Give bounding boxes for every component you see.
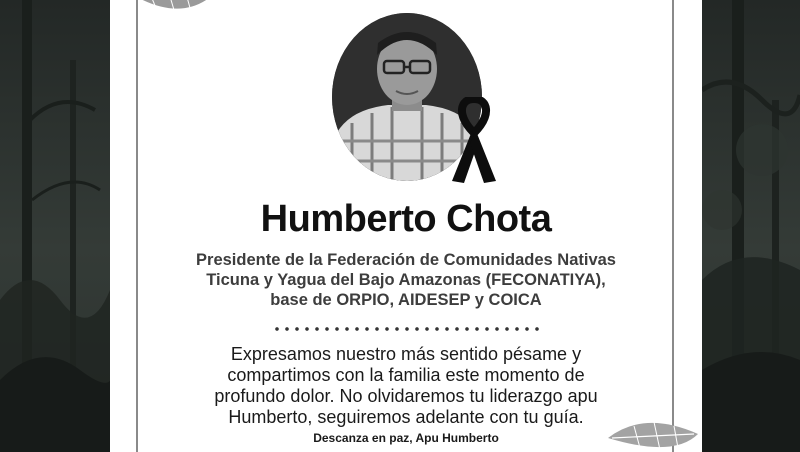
condolence-card	[110, 0, 702, 452]
person-name: Humberto Chota	[260, 198, 552, 240]
forest-background-left	[0, 0, 110, 452]
role-line: Presidente de la Federación de Comunidades Nativas	[196, 251, 616, 269]
message-line: compartimos con la familia este momento de	[227, 365, 585, 385]
mourning-ribbon-icon	[448, 97, 500, 185]
dotted-divider	[272, 326, 542, 332]
person-role	[150, 250, 662, 310]
forest-background-right	[702, 0, 800, 452]
palm-leaf-icon	[118, 0, 218, 22]
farewell-text: Descanza en paz, Apu Humberto	[313, 431, 499, 445]
message-line: profundo dolor. No olvidaremos tu liderazgo apu	[214, 386, 598, 406]
message-line: Humberto, seguiremos adelante con tu guía.	[228, 407, 584, 427]
role-line: base de ORPIO, AIDESEP y COICA	[270, 291, 542, 309]
message-line: Expresamos nuestro más sentido pésame y	[230, 344, 582, 364]
role-line: Ticuna y Yagua del Bajo Amazonas (FECONATIYA),	[206, 271, 606, 289]
condolence-message	[150, 344, 662, 428]
